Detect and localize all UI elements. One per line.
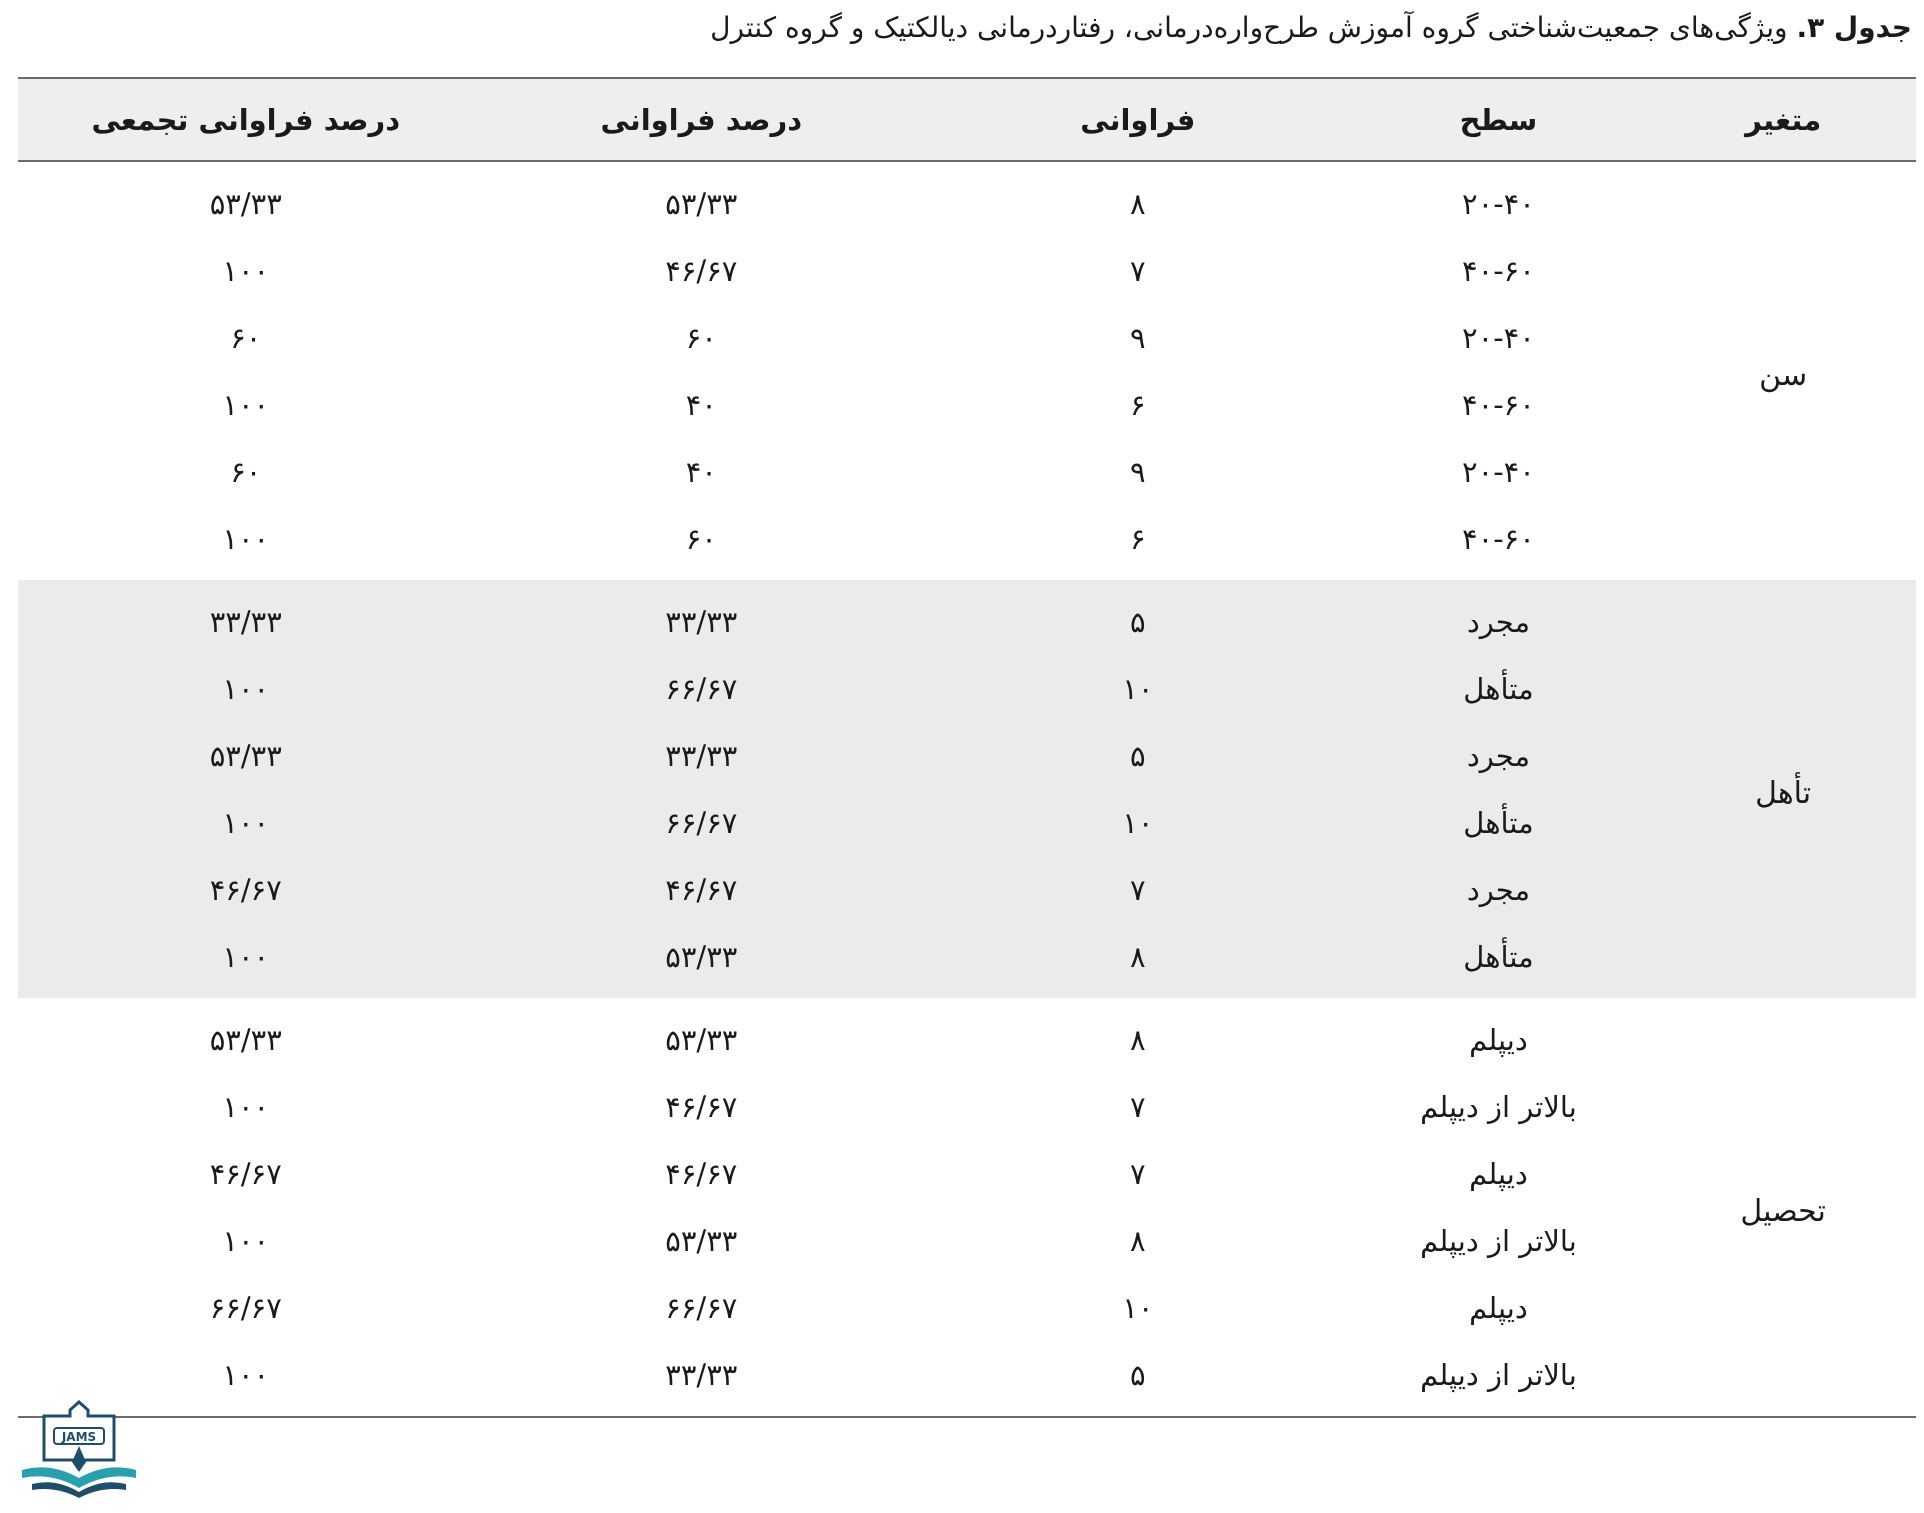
frequency-cell: ۱۰ xyxy=(929,789,1347,856)
table-row xyxy=(18,1274,1916,1341)
percent-cell: ۵۳/۳۳ xyxy=(474,923,930,998)
frequency-cell: ۷ xyxy=(1130,253,1146,288)
level-cell: دیپلم xyxy=(1469,1022,1528,1057)
cumulative-percent-cell: ۱۰۰ xyxy=(222,253,270,288)
frequency-cell: ۸ xyxy=(929,923,1347,998)
jams-logo xyxy=(16,1400,142,1500)
table-row xyxy=(18,789,1916,856)
variable-cell: سن xyxy=(1759,357,1808,393)
cumulative-percent-cell: ۱۰۰ xyxy=(222,1357,270,1392)
cumulative-percent-cell: ۱۰۰ xyxy=(222,521,270,556)
level-cell: ۲۰-۴۰ xyxy=(1462,454,1535,489)
level-cell: متأهل xyxy=(1347,789,1651,856)
frequency-cell: ۷ xyxy=(1130,1089,1146,1124)
header-level: سطح xyxy=(1347,79,1651,161)
table-row xyxy=(18,923,1916,998)
level-cell: دیپلم xyxy=(1469,1156,1528,1191)
percent-cell: ۴۶/۶۷ xyxy=(665,1089,738,1124)
header-frequency: فراوانی xyxy=(929,79,1347,161)
percent-cell: ۴۰ xyxy=(685,454,717,489)
frequency-cell: ۸ xyxy=(1130,1022,1146,1057)
percent-cell: ۵۳/۳۳ xyxy=(665,1223,738,1258)
level-cell: مجرد xyxy=(1347,722,1651,789)
frequency-cell: ۵ xyxy=(929,580,1347,655)
cumulative-percent-cell: ۶۶/۶۷ xyxy=(209,1290,282,1325)
cumulative-percent-cell: ۱۰۰ xyxy=(222,1089,270,1124)
frequency-cell: ۹ xyxy=(1130,320,1146,355)
table-row xyxy=(18,161,1916,237)
percent-cell: ۳۳/۳۳ xyxy=(474,722,930,789)
percent-cell: ۴۶/۶۷ xyxy=(665,1156,738,1191)
percent-cell: ۴۰ xyxy=(685,387,717,422)
frequency-cell: ۵ xyxy=(1130,1357,1146,1392)
table-row xyxy=(18,1073,1916,1140)
table-row xyxy=(18,1341,1916,1416)
percent-cell: ۶۶/۶۷ xyxy=(474,789,930,856)
table-row xyxy=(18,505,1916,580)
frequency-cell: ۶ xyxy=(1130,387,1146,422)
frequency-cell: ۱۰ xyxy=(929,655,1347,722)
variable-cell: تحصیل xyxy=(1740,1193,1826,1229)
table-row xyxy=(18,1140,1916,1207)
level-cell: متأهل xyxy=(1347,655,1651,722)
cumulative-percent-cell: ۴۶/۶۷ xyxy=(18,856,474,923)
table-body xyxy=(18,161,1916,1416)
cumulative-percent-cell: ۱۰۰ xyxy=(18,789,474,856)
level-cell: بالاتر از دیپلم xyxy=(1420,1089,1577,1124)
level-cell: ۲۰-۴۰ xyxy=(1462,186,1535,221)
variable-cell: تأهل xyxy=(1650,580,1916,998)
percent-cell: ۶۰ xyxy=(685,320,717,355)
frequency-cell: ۹ xyxy=(1130,454,1146,489)
caption-label: جدول ۳. xyxy=(1796,11,1912,44)
percent-cell: ۵۳/۳۳ xyxy=(665,1022,738,1057)
cumulative-percent-cell: ۱۰۰ xyxy=(18,923,474,998)
table-row xyxy=(18,1207,1916,1274)
logo-text: JAMS xyxy=(61,1430,97,1444)
table-row xyxy=(18,580,1916,655)
percent-cell: ۴۶/۶۷ xyxy=(474,856,930,923)
table-row xyxy=(18,722,1916,789)
frequency-cell: ۷ xyxy=(1130,1156,1146,1191)
cumulative-percent-cell: ۳۳/۳۳ xyxy=(18,580,474,655)
frequency-cell: ۱۰ xyxy=(1122,1290,1154,1325)
percent-cell: ۶۶/۶۷ xyxy=(665,1290,738,1325)
frequency-cell: ۶ xyxy=(1130,521,1146,556)
frequency-cell: ۸ xyxy=(1130,1223,1146,1258)
cumulative-percent-cell: ۵۳/۳۳ xyxy=(209,186,282,221)
percent-cell: ۶۰ xyxy=(685,521,717,556)
table-row xyxy=(18,998,1916,1073)
level-cell: بالاتر از دیپلم xyxy=(1420,1223,1577,1258)
table-row xyxy=(18,856,1916,923)
level-cell: مجرد xyxy=(1347,580,1651,655)
cumulative-percent-cell: ۱۰۰ xyxy=(222,387,270,422)
header-percent: درصد فراوانی xyxy=(474,79,930,161)
level-cell: ۴۰-۶۰ xyxy=(1462,387,1535,422)
table-row xyxy=(18,438,1916,505)
percent-cell: ۵۳/۳۳ xyxy=(665,186,738,221)
cumulative-percent-cell: ۶۰ xyxy=(230,320,262,355)
table-row xyxy=(18,237,1916,304)
frequency-cell: ۵ xyxy=(929,722,1347,789)
cumulative-percent-cell: ۶۰ xyxy=(230,454,262,489)
demographics-table-wrap xyxy=(18,77,1916,1418)
table-row xyxy=(18,371,1916,438)
frequency-cell: ۷ xyxy=(929,856,1347,923)
table-row xyxy=(18,655,1916,722)
header-row xyxy=(18,79,1916,161)
level-cell: بالاتر از دیپلم xyxy=(1420,1357,1577,1392)
cumulative-percent-cell: ۱۰۰ xyxy=(18,655,474,722)
frequency-cell: ۸ xyxy=(1130,186,1146,221)
level-cell: متأهل xyxy=(1347,923,1651,998)
cumulative-percent-cell: ۱۰۰ xyxy=(222,1223,270,1258)
cumulative-percent-cell: ۵۳/۳۳ xyxy=(18,722,474,789)
level-cell: دیپلم xyxy=(1469,1290,1528,1325)
table-caption xyxy=(12,8,1912,48)
percent-cell: ۳۳/۳۳ xyxy=(665,1357,738,1392)
percent-cell: ۴۶/۶۷ xyxy=(665,253,738,288)
percent-cell: ۳۳/۳۳ xyxy=(474,580,930,655)
percent-cell: ۶۶/۶۷ xyxy=(474,655,930,722)
header-cumulative-percent: درصد فراوانی تجمعی xyxy=(18,79,474,161)
level-cell: ۴۰-۶۰ xyxy=(1462,521,1535,556)
level-cell: مجرد xyxy=(1347,856,1651,923)
table-row xyxy=(18,304,1916,371)
header-variable: متغیر xyxy=(1650,79,1916,161)
demographics-table xyxy=(18,79,1916,1416)
level-cell: ۴۰-۶۰ xyxy=(1462,253,1535,288)
cumulative-percent-cell: ۴۶/۶۷ xyxy=(209,1156,282,1191)
cumulative-percent-cell: ۵۳/۳۳ xyxy=(209,1022,282,1057)
level-cell: ۲۰-۴۰ xyxy=(1462,320,1535,355)
caption-text: ویژگی‌های جمعیت‌شناختی گروه آموزش طرح‌واره‌درمانی، رفتاردرمانی دیالکتیک و گروه کنترل xyxy=(710,11,1797,44)
